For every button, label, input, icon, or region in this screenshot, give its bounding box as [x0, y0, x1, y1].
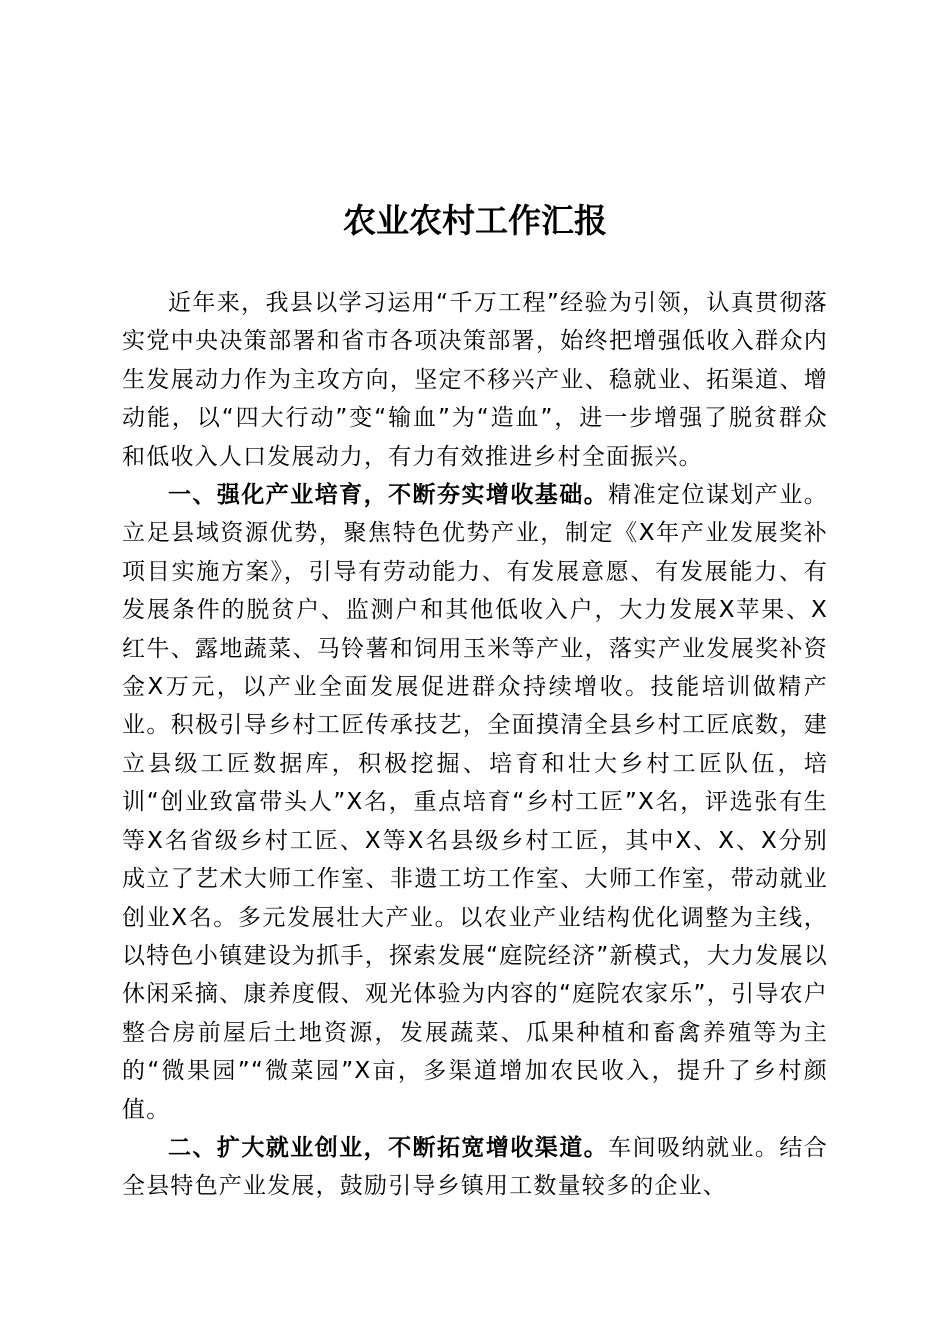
- intro-paragraph-text: 近年来，我县以学习运用“千万工程”经验为引领，认真贯彻落实党中央决策部署和省市各项决策部署，始终把增强低收入群众内生发展动力作为主攻方向，坚定不移兴产业、稳就业、拓渠道、增动能，以“四大行动”变“输血”为“造血”，进一步增强了脱贫群众和低收入人口发展动力，有力有效推进乡村全面振兴。: [122, 290, 828, 470]
- section-1-text: 精准定位谋划产业。立足县域资源优势，聚焦特色优势产业，制定《X年产业发展奖补项目实施方案》，引导有劳动能力、有发展意愿、有发展能力、有发展条件的脱贫户、监测户和其他低收入户，大力发展X苹果、X红牛、露地蔬菜、马铃薯和饲用玉米等产业，落实产业发展奖补资金X万元，以产业全面发展促进群众持续增收。技能培训做精产业。积极引导乡村工匠传承技艺，全面摸清全县乡村工匠底数，建立县级工匠数据库，积极挖掘、培育和壮大乡村工匠队伍，培训“创业致富带头人”X名，重点培育“乡村工匠”X名，评选张有生等X名省级乡村工匠、X等X名县级乡村工匠，其中X、X、X分别成立了艺术大师工作室、非遗工坊工作室、大师工作室，带动就业创业X名。多元发展壮大产业。以农业产业结构优化调整为主线，以特色小镇建设为抓手，探索发展“庭院经济”新模式，大力发展以休闲采摘、康养度假、观光体验为内容的“庭院农家乐”，引导农户整合房前屋后土地资源，发展蔬菜、瓜果种植和畜禽养殖等为主的“微果园”“微菜园”X亩，多渠道增加农民收入，提升了乡村颜值。: [122, 482, 828, 1123]
- section-2-paragraph: [122, 1129, 828, 1206]
- document-body: [122, 284, 828, 1206]
- section-2-text: 车间吸纳就业。结合全县特色产业发展，鼓励引导乡镇用工数量较多的企业、: [122, 1134, 828, 1200]
- section-1-paragraph: [122, 476, 828, 1129]
- section-2-heading: 二、扩大就业创业，不断拓宽增收渠道。: [168, 1134, 609, 1161]
- section-1-heading: 一、强化产业培育，不断夯实增收基础。: [168, 482, 609, 509]
- intro-paragraph: [122, 284, 828, 476]
- document-title: 农业农村工作汇报: [343, 201, 607, 240]
